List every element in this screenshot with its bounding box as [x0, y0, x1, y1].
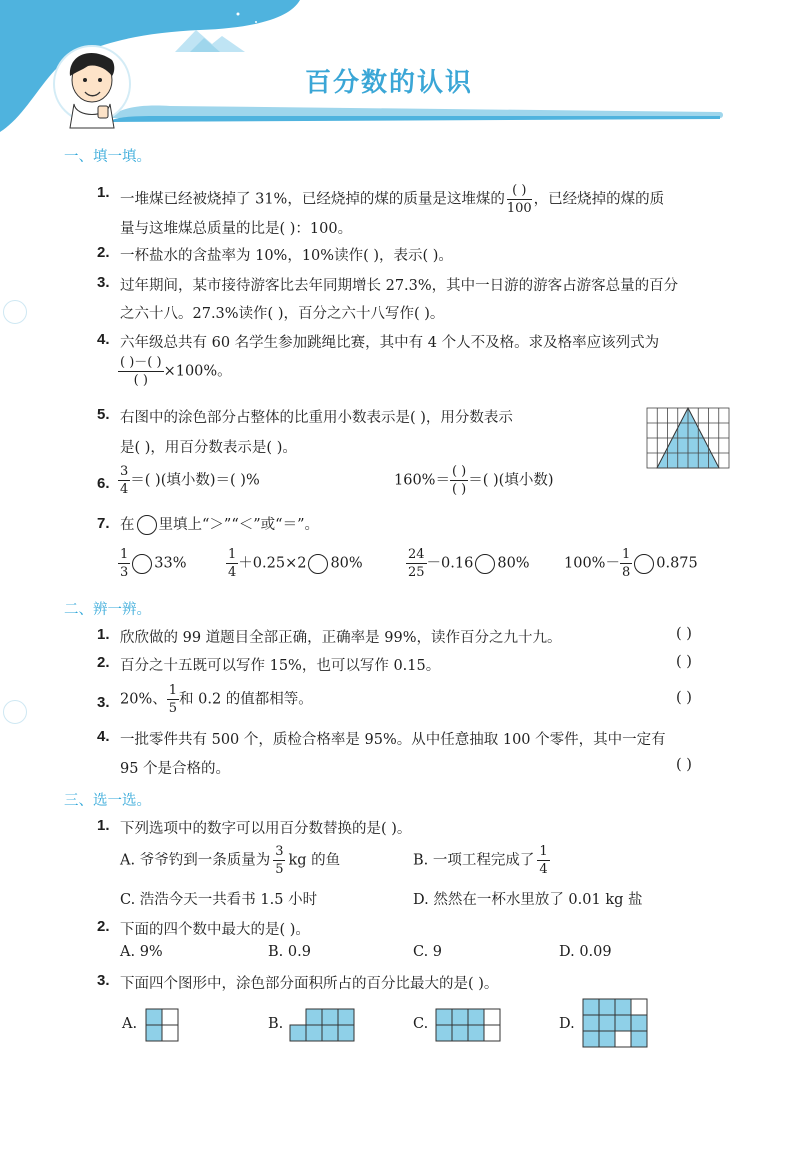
choice-1-text: 下列选项中的数字可以用百分数替换的是( )。	[120, 821, 412, 837]
question-3-text: 过年期间，某市接待游客比去年同期增长 27.3%，其中一日游的游客占游客总量的百分	[120, 278, 679, 294]
question-number: 1.	[97, 184, 110, 201]
question-6-part-b: 160%＝ $\frac{( )}{( )}$ ＝( )(填小数)	[394, 464, 554, 497]
compare-item-2: $\frac{1}{4}$ ＋0.25×2 80%	[228, 547, 363, 580]
choice-2-option-d[interactable]: D. 0.09	[559, 944, 612, 960]
fraction-3-4: $\frac{3}{4}$	[120, 464, 129, 497]
fraction-blank: $\frac{( )}{( )}$	[451, 464, 467, 497]
boy-mascot-icon	[52, 40, 132, 132]
question-7-text: 在 里填上“＞”“＜”或“＝”。	[120, 517, 319, 533]
question-5-text: 右图中的涂色部分占整体的比重用小数表示是( )，用分数表示	[120, 410, 513, 426]
compare-item-3: $\frac{24}{25}$ －0.16 80%	[408, 547, 530, 580]
binder-hole	[3, 300, 27, 324]
choice-3-text: 下面四个图形中，涂色部分面积所占的百分比最大的是( )。	[120, 976, 499, 992]
question-number: 3.	[97, 274, 110, 291]
choice-2-text: 下面的四个数中最大的是( )。	[120, 922, 310, 938]
choice-2-option-b[interactable]: B. 0.9	[268, 944, 311, 960]
figure-a-grid	[145, 1008, 179, 1042]
choice-3-option-c-label[interactable]: C.	[413, 1016, 429, 1032]
compare-circle[interactable]	[634, 554, 654, 574]
judge-4-text-cont: 95 个是合格的。	[120, 761, 231, 777]
question-number: 4.	[97, 728, 110, 745]
shaded-triangle-grid	[646, 406, 730, 470]
judge-1-answer[interactable]: ( )	[676, 626, 692, 642]
judge-2-text: 百分之十五既可以写作 15%，也可以写作 0.15。	[120, 658, 441, 674]
choice-3-option-d-label[interactable]: D.	[559, 1016, 575, 1032]
judge-2-answer[interactable]: ( )	[676, 654, 692, 670]
fraction: $\frac{( )}{100}$	[506, 183, 532, 216]
bicycle-icon	[145, 40, 171, 53]
mountains-icon	[175, 30, 245, 52]
question-number: 5.	[97, 406, 110, 423]
choice-1-option-b[interactable]: B. 一项工程完成了 $\frac{1}{4}$	[413, 844, 548, 877]
compare-item-4: 100%－ $\frac{1}{8}$ 0.875	[564, 547, 698, 580]
question-number: 6.	[97, 475, 110, 492]
judge-4-answer[interactable]: ( )	[676, 757, 692, 773]
compare-item-1: $\frac{1}{3}$ 33%	[120, 547, 187, 580]
compare-circle-icon	[137, 515, 157, 535]
figure-c-grid	[435, 1008, 501, 1042]
question-number: 3.	[97, 694, 110, 711]
choice-1-option-c[interactable]: C. 浩浩今天一共看书 1.5 小时	[120, 892, 318, 908]
question-number: 2.	[97, 244, 110, 261]
question-number: 4.	[97, 331, 110, 348]
section-heading-fill: 一、填一填。	[64, 149, 151, 165]
choice-3-option-b-label[interactable]: B.	[268, 1016, 284, 1032]
question-5-text-cont: 是( )，用百分数表示是( )。	[120, 440, 297, 456]
question-number: 2.	[97, 918, 110, 935]
choice-2-option-a[interactable]: A. 9%	[120, 944, 163, 960]
question-number: 1.	[97, 817, 110, 834]
question-number: 3.	[97, 972, 110, 989]
choice-3-option-a-label[interactable]: A.	[122, 1016, 138, 1032]
choice-1-option-a[interactable]: A. 爷爷钓到一条质量为 $\frac{3}{5}$ kg 的鱼	[120, 844, 341, 877]
judge-4-text: 一批零件共有 500 个，质检合格率是 95%。从中任意抽取 100 个零件，其中一定有	[120, 732, 666, 748]
section-heading-choose: 三、选一选。	[64, 793, 151, 809]
question-1-text: 一堆煤已经被烧掉了 31%，已经烧掉的煤的质量是这堆煤的 $\frac{( )}{100}$ ，已经烧掉的煤的质	[120, 183, 665, 216]
question-4-text: 六年级总共有 60 名学生参加跳绳比赛，其中有 4 个人不及格。求及格率应该列式为	[120, 335, 660, 351]
compare-circle[interactable]	[475, 554, 495, 574]
figure-d-grid	[582, 998, 648, 1048]
question-4-formula: $\frac{( )-( )}{( )}$ ×100%。	[120, 355, 232, 388]
choice-2-option-c[interactable]: C. 9	[413, 944, 443, 960]
binder-hole	[3, 700, 27, 724]
figure-b-grid	[289, 1008, 355, 1042]
question-6-part-a: $\frac{3}{4}$ ＝( )(填小数)＝( )%	[120, 464, 260, 497]
question-3-text-cont: 之六十八。27.3%读作( )，百分之六十八写作( )。	[120, 306, 445, 322]
section-heading-judge: 二、辨一辨。	[64, 602, 151, 618]
choice-1-option-d[interactable]: D. 然然在一杯水里放了 0.01 kg 盐	[413, 892, 643, 908]
judge-3-answer[interactable]: ( )	[676, 690, 692, 706]
question-number: 7.	[97, 515, 110, 532]
question-number: 2.	[97, 654, 110, 671]
compare-circle[interactable]	[308, 554, 328, 574]
page-title: 百分数的认识	[305, 68, 474, 98]
judge-3-text: 20%、 $\frac{1}{5}$ 和 0.2 的值都相等。	[120, 683, 313, 716]
judge-1-text: 欣欣做的 99 道题目全部正确，正确率是 99%，读作百分之九十九。	[120, 630, 562, 646]
question-number: 1.	[97, 626, 110, 643]
question-2-text: 一杯盐水的含盐率为 10%，10%读作( )，表示( )。	[120, 248, 453, 264]
formula-fraction: $\frac{( )-( )}{( )}$	[120, 355, 162, 388]
compare-circle[interactable]	[132, 554, 152, 574]
question-1-text-cont: 量与这堆煤总质量的比是( )：100。	[120, 221, 353, 237]
